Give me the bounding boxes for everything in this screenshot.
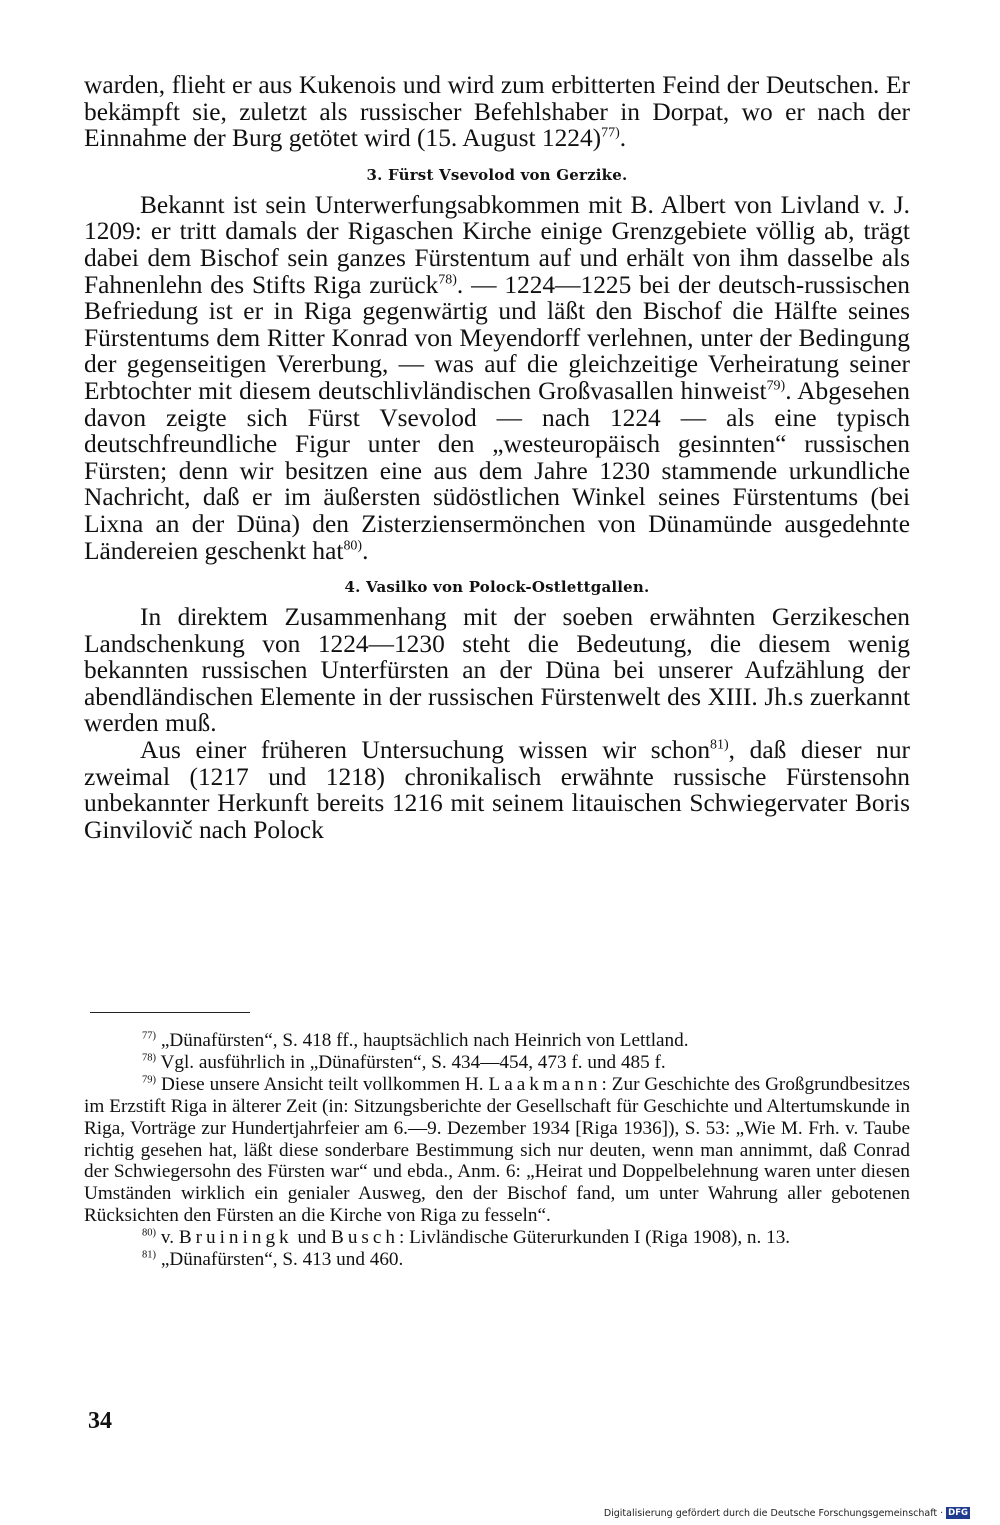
paragraph-2-part-a: Bekannt ist sein Unterwerfungsabkommen mit B. Albert von Livland v. J. 1209: er tritt damals der Rigaschen Kirche einige Grenzgebiete völlig ab, trägt dabei dem Bischof sein ganzes Fürstentum auf und erhält von ihm dasselbe als Fahnenlehn des Stifts Riga zurück (84, 190, 910, 299)
footnote-text: „Dünafürsten“, S. 418 ff., hauptsächlich nach Heinrich von Lettland. (160, 1030, 689, 1051)
footnote-mark: 77) (142, 1030, 157, 1042)
footnote-78 (84, 1052, 910, 1074)
footnote-77 (84, 1030, 910, 1052)
footnote-ref-78[interactable]: 78) (438, 272, 457, 288)
paragraph-4-part-b: , daß dieser nur zweimal (1217 und 1218) chronikalisch erwähnte russische Fürstensohn unbekannter Herkunft bereits 1216 mit seinem litauischen Schwiegervater Boris Ginvilovič nach Polock (84, 736, 911, 844)
section-heading-3: 3. Fürst Vsevolod von Gerzike. (366, 165, 628, 184)
paragraph-1-tail: . (619, 124, 627, 153)
footnote-80 (84, 1227, 910, 1249)
digitization-credit (604, 1507, 970, 1519)
footnote-81 (84, 1249, 910, 1271)
footnote-ref-79[interactable]: 79) (766, 378, 786, 394)
footnote-text: Diese unsere Ansicht teilt vollkommen H. (161, 1073, 484, 1095)
footnote-text: v. (160, 1227, 175, 1249)
paragraph-4 (84, 737, 910, 843)
paragraph-3: In direktem Zusammenhang mit der soeben erwähnten Gerzikeschen Landschenkung von 1224—1230 steht die Bedeutung, die diesem wenig bekannten russischen Unterfürsten an der Düna bei unserer Aufzählung der abendländischen Elemente in der russischen Fürstenwelt des XIII. Jh.s zuerkannt werden muß. (84, 603, 910, 738)
footnote-ref-81[interactable]: 81) (710, 737, 729, 753)
main-text (84, 72, 910, 843)
paragraph-2-part-b: . — 1224—1225 bei der deutsch-russischen Befriedung ist er in Riga gegenwärtig und läßt den Bischof die Hälfte seines Fürstentums dem Ritter Konrad von Meyendorff verlehnen, unter der Bedingung der gegenseitigen Vererbung, — was auf die gleichzeitige Verheiratung seiner Erbtochter mit diesem deutschlivländischen Großvasallen hinweist (84, 270, 910, 405)
paragraph-1-text: warden, flieht er aus Kukenois und wird zum erbitterten Feind der Deutschen. Er bekämpft sie, zuletzt als russischer Befehlshaber in Dorpat, wo er nach der Einnahme der Burg getötet wird (15. August 1224) (84, 71, 910, 153)
paragraph-1 (84, 72, 910, 152)
footnote-divider (90, 1012, 250, 1013)
section-heading-4: 4. Vasilko von Polock-Ostlettgallen. (344, 578, 650, 597)
footnote-79 (84, 1074, 910, 1227)
footnote-ref-77[interactable]: 77) (601, 125, 620, 141)
paragraph-2-part-d: . (362, 536, 369, 565)
footnote-ref-80[interactable]: 80) (343, 538, 363, 554)
dfg-logo-icon: DFG (948, 1508, 968, 1518)
footnote-text: Vgl. ausführlich in „Dünafürsten“, S. 434—454, 473 f. und 485 f. (160, 1051, 666, 1073)
author-name: Bruiningk (178, 1227, 293, 1249)
footnote-mark: 80) (142, 1227, 157, 1239)
footnote-mark: 79) (142, 1074, 157, 1086)
footnote-text: : Livländische Güterurkunden I (Riga 1908), n. 13. (398, 1227, 791, 1249)
footnote-text: „Dünafürsten“, S. 413 und 460. (160, 1249, 404, 1271)
footnote-mark: 78) (142, 1052, 157, 1064)
footnote-text: und (297, 1227, 327, 1249)
author-name: Laakmann (488, 1073, 602, 1095)
paragraph-2-part-c: . Abgesehen davon zeigte sich Fürst Vsevolod — nach 1224 — als eine typisch deutschfreundliche Figur unter den „westeuropäisch gesinnten“ russischen Fürsten; denn wir besitzen eine aus dem Jahre 1230 stammende urkundliche Nachricht, daß er im äußersten südöstlichen Winkel seines Fürstentums (bei Lixna an der Düna) den Zisterziensermönchen von Dünamünde ausgedehnte Ländereien geschenkt hat (84, 376, 910, 565)
paragraph-2 (84, 192, 910, 564)
credit-text: Digitalisierung gefördert durch die Deutsche Forschungsgemeinschaft · (603, 1507, 944, 1519)
author-name: Busch (331, 1227, 399, 1249)
footnotes (84, 1030, 910, 1271)
paragraph-4-part-a: Aus einer früheren Untersuchung wissen wir schon (140, 736, 711, 765)
page-number: 34 (88, 1408, 112, 1434)
footnote-mark: 81) (142, 1249, 157, 1261)
footnote-text: : Zur Geschichte des Großgrundbesitzes im Erzstift Riga in älterer Zeit (in: Sitzungsberichte der Gesellschaft für Geschichte und Altertumskunde in Riga, Vorträge zur Hundertjahrfeier am 6.—9. Dezember 1934 [Riga 1936]), S. 53: „Wie M. Frh. v. Taube richtig gesehen hat, läßt diese sonderbare Bestimmung sich nur deuten, wenn man annimmt, daß Conrad der Schwiegersohn des Fürsten war“ und ebda., Anm. 6: „Heirat und Doppelbelehnung waren unter diesen Umständen wirklich ein genialer Ausweg, den der Bischof fand, um unter Wahrung aller gebotenen Rücksichten den Fürsten an die Kirche von Riga zu fesseln“. (84, 1073, 911, 1227)
